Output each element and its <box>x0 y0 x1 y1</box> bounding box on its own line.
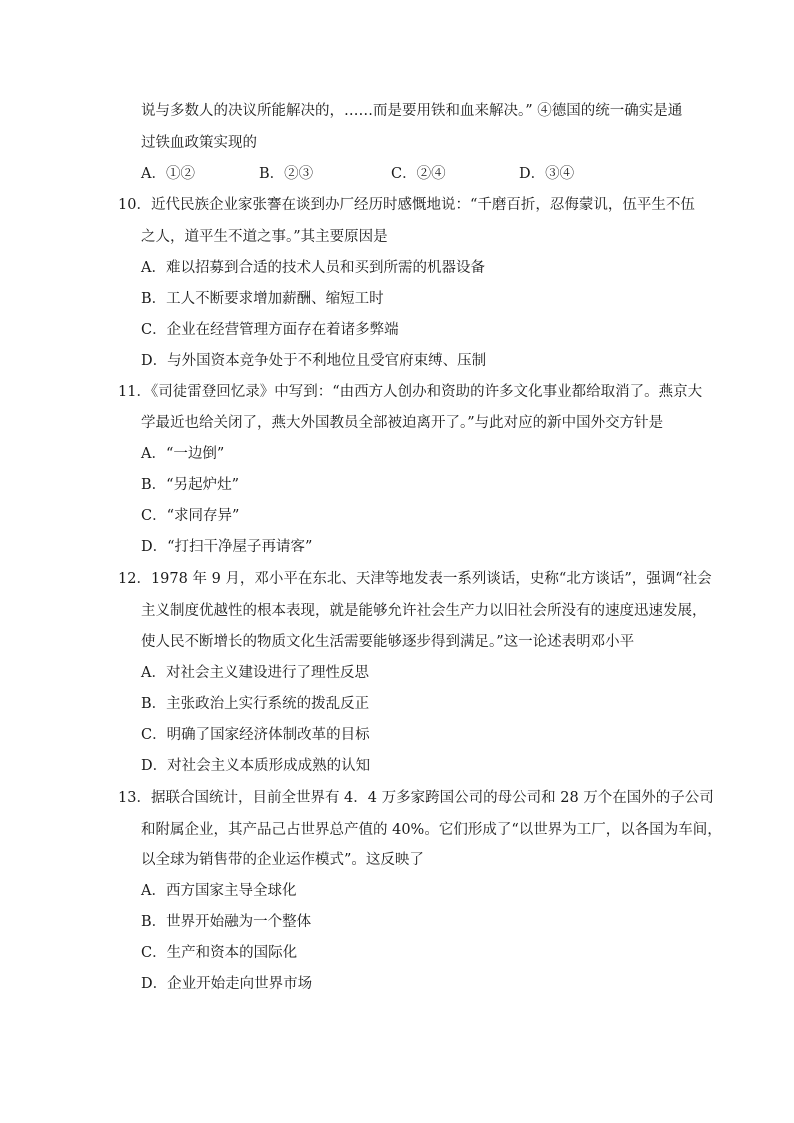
q10-option-d[interactable]: D．与外国资本竞争处于不利地位且受官府束缚、压制 <box>141 353 487 369</box>
q12-option-c[interactable]: C．明确了国家经济体制改革的目标 <box>141 727 370 743</box>
q10-option-b[interactable]: B．工人不断要求增加薪酬、缩短工时 <box>141 291 384 307</box>
q11-option-d[interactable]: D．“打扫干净屋子再请客” <box>141 539 313 555</box>
q11-stem-line-1: 11．《司徒雷登回忆录》中写到：“由西方人创办和资助的许多文化事业都给取消了。燕京大 <box>118 384 703 400</box>
q13-option-d[interactable]: D．企业开始走向世界市场 <box>141 976 313 992</box>
q12-option-b[interactable]: B．主张政治上实行系统的拨乱反正 <box>141 696 370 712</box>
q11-option-b[interactable]: B．“另起炉灶” <box>141 477 239 493</box>
q13-option-c[interactable]: C．生产和资本的国际化 <box>141 945 298 961</box>
q9-option-d[interactable]: D．③④ <box>519 166 575 182</box>
q12-stem-line-3: 使人民不断增长的物质文化生活需要能够逐步得到满足。”这一论述表明邓小平 <box>141 634 635 650</box>
q10-option-a[interactable]: A．难以招募到合适的技术人员和买到所需的机器设备 <box>141 260 485 276</box>
q9-stem-line-1: 说与多数人的决议所能解决的，……而是要用铁和血来解决。” ④德国的统一确实是通 <box>141 103 683 119</box>
q13-stem-line-3: 以全球为销售带的企业运作模式”。这反映了 <box>141 852 424 868</box>
q10-stem-line-2: 之人，道平生不道之事。”其主要原因是 <box>141 229 388 245</box>
q11-option-c[interactable]: C．“求同存异” <box>141 508 240 524</box>
q10-stem-line-1: 10．近代民族企业家张謇在谈到办厂经历时感慨地说：“千磨百折，忍侮蒙讥，伍平生不伍 <box>118 197 695 213</box>
q12-option-d[interactable]: D．对社会主义本质形成成熟的认知 <box>141 758 371 774</box>
q11-stem-line-2: 学最近也给关闭了，燕大外国教员全部被迫离开了。”与此对应的新中国外交方针是 <box>141 415 664 431</box>
q9-option-a[interactable]: A．①② <box>141 166 195 182</box>
q9-option-b[interactable]: B．②③ <box>259 166 314 182</box>
q13-option-b[interactable]: B．世界开始融为一个整体 <box>141 914 312 930</box>
q11-option-a[interactable]: A．“一边倒” <box>141 446 225 462</box>
q12-option-a[interactable]: A．对社会主义建设进行了理性反思 <box>141 665 369 681</box>
q12-stem-line-2: 主义制度优越性的根本表现，就是能够允许社会生产力以旧社会所没有的速度迅速发展， <box>141 603 707 619</box>
q13-stem-line-2: 和附属企业，其产品己占世界总产值的 40%。它们形成了“以世界为工厂，以各国为车间， <box>141 822 722 838</box>
q10-option-c[interactable]: C．企业在经营管理方面存在着诸多弊端 <box>141 322 399 338</box>
q13-stem-line-1: 13．据联合国统计，目前全世界有 4．4 万多家跨国公司的母公司和 28 万个在国外的子公司 <box>118 790 714 806</box>
q13-option-a[interactable]: A．西方国家主导全球化 <box>141 883 297 899</box>
q9-option-c[interactable]: C．②④ <box>391 166 446 182</box>
q12-stem-line-1: 12．1978 年 9 月，邓小平在东北、天津等地发表一系列谈话，史称“北方谈话”，强调“社会 <box>118 571 712 587</box>
q9-stem-line-2: 过铁血政策实现的 <box>141 135 257 151</box>
